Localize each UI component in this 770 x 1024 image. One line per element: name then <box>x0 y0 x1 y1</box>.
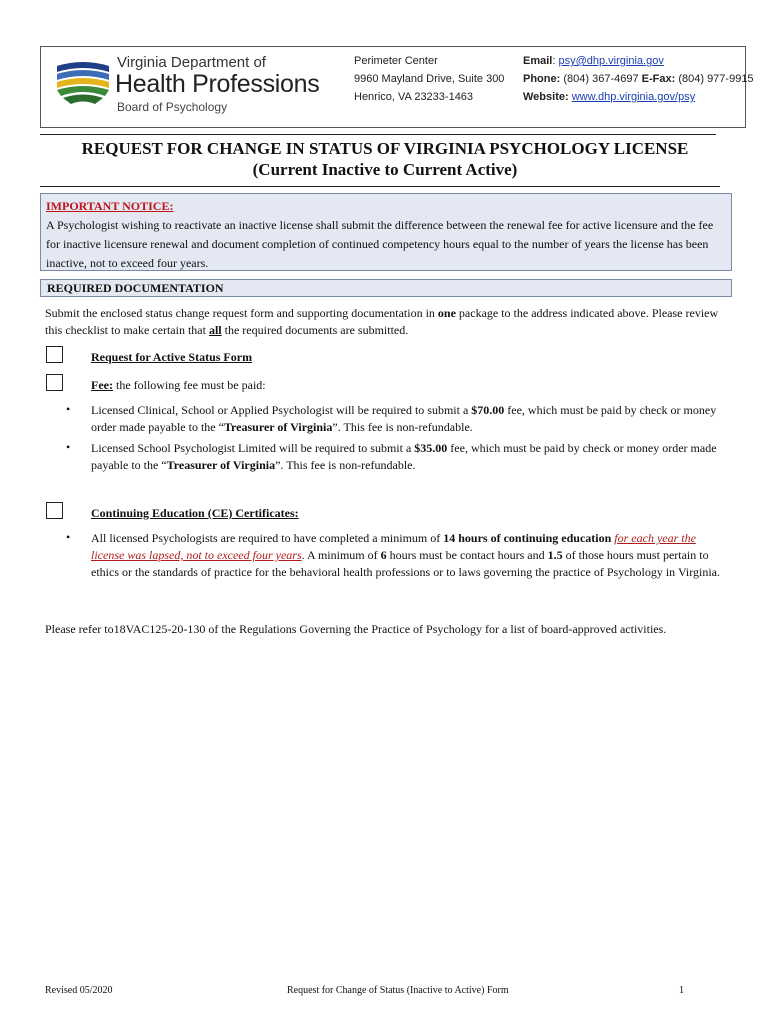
phone-label: Phone: <box>523 73 561 85</box>
notice-heading: IMPORTANT NOTICE: <box>46 199 174 213</box>
phone-line <box>523 71 754 87</box>
fee-payee: Treasurer of Virginia <box>223 420 333 434</box>
intro-text: package to the address indicated above. Please review this checklist to make certain that <box>45 306 719 337</box>
ce-text: . A minimum of <box>301 548 381 562</box>
fee-item <box>91 440 731 474</box>
intro-text: Submit the enclosed status change request form and supporting documentation in <box>45 306 438 320</box>
ce-lapsed-note: for each year the license was lapsed, not to exceed four years <box>91 531 696 562</box>
fee-text: fee, which must be paid by check or money order made payable to the “ <box>91 441 717 472</box>
intro-emphasis: all <box>208 323 222 337</box>
efax-value: (804) 977-9915 <box>678 73 754 85</box>
address-line: Henrico, VA 23233-1463 <box>354 91 474 103</box>
fee-text: Licensed Clinical, School or Applied Psychologist will be required to submit a <box>91 403 472 417</box>
refer-paragraph: Please refer to18VAC125-20-130 of the Regulations Governing the Practice of Psychology for a list of board-approved activities. <box>45 622 667 636</box>
page-title: REQUEST FOR CHANGE IN STATUS OF VIRGINIA PSYCHOLOGY LICENSE <box>81 139 689 158</box>
checklist-item-label <box>91 377 266 394</box>
fee-text: the following fee must be paid: <box>112 378 266 392</box>
checkbox-active-status-form[interactable] <box>46 346 63 363</box>
fee-label: Fee: <box>91 378 113 392</box>
org-name-line3: Board of Psychology <box>117 100 228 114</box>
intro-emphasis: one <box>437 306 456 320</box>
website-link[interactable]: www.dhp.virginia.gov/psy <box>571 91 696 103</box>
fee-text: Licensed School Psychologist Limited will be required to submit a <box>91 441 415 455</box>
fee-text: fee, which must be paid by check or money order made payable to the “ <box>91 403 717 434</box>
website-label: Website: <box>523 91 569 103</box>
intro-text: the required documents are submitted. <box>221 323 409 337</box>
checklist-item-label <box>91 349 252 366</box>
ce-text: of those hours must pertain to ethics or the standards of practice for the behavioral health professions or to laws governing the practice of Psychology in Virginia. <box>91 548 720 579</box>
intro-paragraph <box>45 305 725 339</box>
bullet-icon: • <box>66 530 71 544</box>
ce-hours: 14 hours of continuing education <box>443 531 612 545</box>
address-block <box>354 53 504 105</box>
fee-text: ”. This fee is non-refundable. <box>332 420 473 434</box>
ce-text: hours must be contact hours and <box>386 548 548 562</box>
bullet-icon: • <box>66 440 71 454</box>
ce-contact-hours: 6 <box>380 548 387 562</box>
section-heading: REQUIRED DOCUMENTATION <box>40 279 732 297</box>
ce-text: All licensed Psychologists are required to have completed a minimum of <box>91 531 444 545</box>
phone-value: (804) 367-4697 <box>563 73 639 85</box>
fee-text: ”. This fee is non-refundable. <box>275 458 416 472</box>
page-subtitle: (Current Inactive to Current Active) <box>252 160 518 179</box>
divider <box>40 186 720 187</box>
checklist-item-text: Continuing Education (CE) Certificates: <box>91 506 299 520</box>
dhp-logo <box>55 52 350 118</box>
checkbox-ce-certificates[interactable] <box>46 502 63 519</box>
bullet-icon: • <box>66 402 71 416</box>
address-line: Perimeter Center <box>354 55 438 67</box>
footer-revised: Revised 05/2020 <box>45 985 113 996</box>
checklist-item-label <box>91 505 299 522</box>
email-label: Email <box>523 55 553 67</box>
email-line: Email: psy@dhp.virginia.gov <box>523 55 664 67</box>
website-line <box>523 89 754 105</box>
divider <box>40 134 716 135</box>
fee-item <box>91 402 731 436</box>
notice-body: A Psychologist wishing to reactivate an inactive license shall submit the difference between the renewal fee for active licensure and the fee for inactive licensure renewal and document completion of continued competency hours equal to the number of years the license has been inactive, not to exceed four years. <box>46 218 714 270</box>
checkbox-fee[interactable] <box>46 374 63 391</box>
org-name-line2: Health Professions <box>115 70 320 98</box>
dhp-logo-mark-icon <box>55 58 111 108</box>
email-link[interactable]: psy@dhp.virginia.gov <box>558 55 664 67</box>
ce-requirement <box>91 530 731 581</box>
footer-form-name: Request for Change of Status (Inactive to Active) Form <box>287 985 509 996</box>
fee-amount: $35.00 <box>414 441 448 455</box>
address-line: 9960 Mayland Drive, Suite 300 <box>354 73 505 85</box>
org-name-line1: Virginia Department of <box>117 54 266 71</box>
important-notice-box <box>40 193 732 271</box>
checklist-item-text: Request for Active Status Form <box>91 350 253 364</box>
ce-ethics-hours: 1.5 <box>547 548 563 562</box>
fee-amount: $70.00 <box>471 403 505 417</box>
efax-label: E-Fax: <box>641 73 676 85</box>
contact-block <box>523 53 754 105</box>
fee-payee: Treasurer of Virginia <box>166 458 276 472</box>
footer-page-number: 1 <box>679 985 684 996</box>
